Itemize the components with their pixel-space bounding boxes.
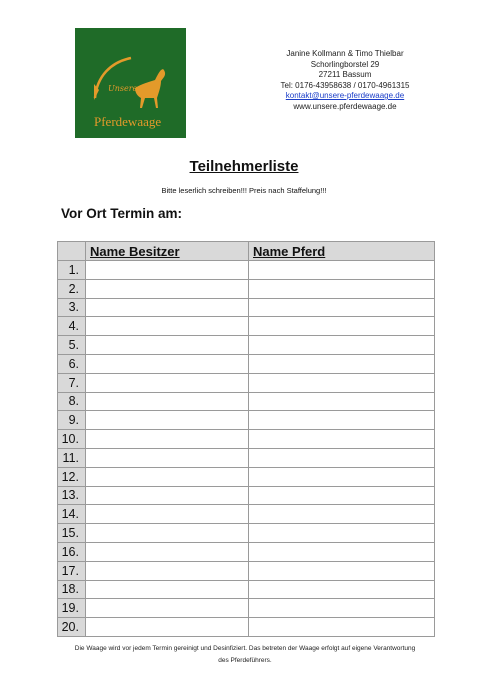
row-number: 12. [58,467,86,486]
page-subtitle: Bitte leserlich schreiben!!! Preis nach Staffelung!!! [161,186,327,195]
termin-label: Vor Ort Termin am: [61,206,183,221]
row-number: 13. [58,486,86,505]
table-row [58,430,435,449]
row-number: 5. [58,336,86,355]
owner-name-cell[interactable] [86,261,249,280]
horse-name-cell[interactable] [249,354,435,373]
owner-name-cell[interactable] [86,467,249,486]
contact-city: 27211 Bassum [318,70,372,79]
row-number: 19. [58,599,86,618]
header-horse-name: Name Pferd [249,242,435,261]
table-row [58,298,435,317]
owner-name-cell[interactable] [86,561,249,580]
header-number [58,242,86,261]
table-row [58,279,435,298]
row-number: 18. [58,580,86,599]
table-row [58,486,435,505]
horse-name-cell[interactable] [249,373,435,392]
horse-name-cell[interactable] [249,448,435,467]
row-number: 15. [58,524,86,543]
table-row [58,599,435,618]
row-number: 20. [58,618,86,637]
row-number: 6. [58,354,86,373]
footer-note [50,643,440,667]
logo-script-text: Unsere [108,84,138,93]
table-row [58,505,435,524]
table-row [58,561,435,580]
owner-name-cell[interactable] [86,354,249,373]
row-number: 1. [58,261,86,280]
row-number: 16. [58,542,86,561]
table-row [58,261,435,280]
table-row [58,354,435,373]
owner-name-cell[interactable] [86,392,249,411]
horse-name-cell[interactable] [249,392,435,411]
page-title: Teilnehmerliste [189,158,299,175]
table-row [58,336,435,355]
contact-street: Schorlingborstel 29 [310,59,380,69]
table-row [58,448,435,467]
horse-name-cell[interactable] [249,298,435,317]
row-number: 10. [58,430,86,449]
row-number: 9. [58,411,86,430]
row-number: 7. [58,373,86,392]
row-number: 14. [58,505,86,524]
row-number: 3. [58,298,86,317]
owner-name-cell[interactable] [86,336,249,355]
table-row [58,618,435,637]
row-number: 2. [58,279,86,298]
table-row [58,373,435,392]
horse-name-cell[interactable] [249,542,435,561]
horse-name-cell[interactable] [249,524,435,543]
table-row [58,317,435,336]
contact-website: www.unsere.pferdewaage.de [293,101,397,111]
contact-names: Janine Kollmann & Timo Thielbar [286,49,404,58]
header-owner-name: Name Besitzer [86,242,249,261]
owner-name-cell[interactable] [86,373,249,392]
horse-name-cell[interactable] [249,561,435,580]
horse-name-cell[interactable] [249,599,435,618]
table-row [58,392,435,411]
horse-name-cell[interactable] [249,317,435,336]
horse-name-cell[interactable] [249,430,435,449]
horse-name-cell[interactable] [249,411,435,430]
owner-name-cell[interactable] [86,279,249,298]
table-header-row [58,242,435,261]
horse-name-cell[interactable] [249,505,435,524]
owner-name-cell[interactable] [86,298,249,317]
owner-name-cell[interactable] [86,542,249,561]
company-logo [75,28,186,138]
owner-name-cell[interactable] [86,486,249,505]
horse-name-cell[interactable] [249,261,435,280]
owner-name-cell[interactable] [86,505,249,524]
table-row [58,467,435,486]
table-row [58,411,435,430]
horse-name-cell[interactable] [249,279,435,298]
owner-name-cell[interactable] [86,580,249,599]
owner-name-cell[interactable] [86,430,249,449]
footer-line-2: des Pferdeführers. [218,657,272,664]
owner-name-cell[interactable] [86,411,249,430]
horse-name-cell[interactable] [249,618,435,637]
row-number: 4. [58,317,86,336]
horse-name-cell[interactable] [249,336,435,355]
participant-table [57,241,435,637]
contact-email-link[interactable]: kontakt@unsere-pferdewaage.de [285,91,405,100]
owner-name-cell[interactable] [86,317,249,336]
table-row [58,580,435,599]
row-number: 17. [58,561,86,580]
horse-name-cell[interactable] [249,580,435,599]
table-row [58,542,435,561]
owner-name-cell[interactable] [86,448,249,467]
row-number: 8. [58,392,86,411]
horse-name-cell[interactable] [249,486,435,505]
table-row [58,524,435,543]
owner-name-cell[interactable] [86,524,249,543]
contact-phone: Tel: 0176-43958638 / 0170-4961315 [280,80,410,90]
owner-name-cell[interactable] [86,618,249,637]
logo-wordmark: Pferdewaage [94,114,162,129]
row-number: 11. [58,448,86,467]
owner-name-cell[interactable] [86,599,249,618]
footer-line-1: Die Waage wird vor jedem Termin gereinigt und Desinfiziert. Das betreten der Waage erfolgt auf eigene Verantwortung [74,645,416,652]
contact-block [250,49,440,112]
horse-name-cell[interactable] [249,467,435,486]
